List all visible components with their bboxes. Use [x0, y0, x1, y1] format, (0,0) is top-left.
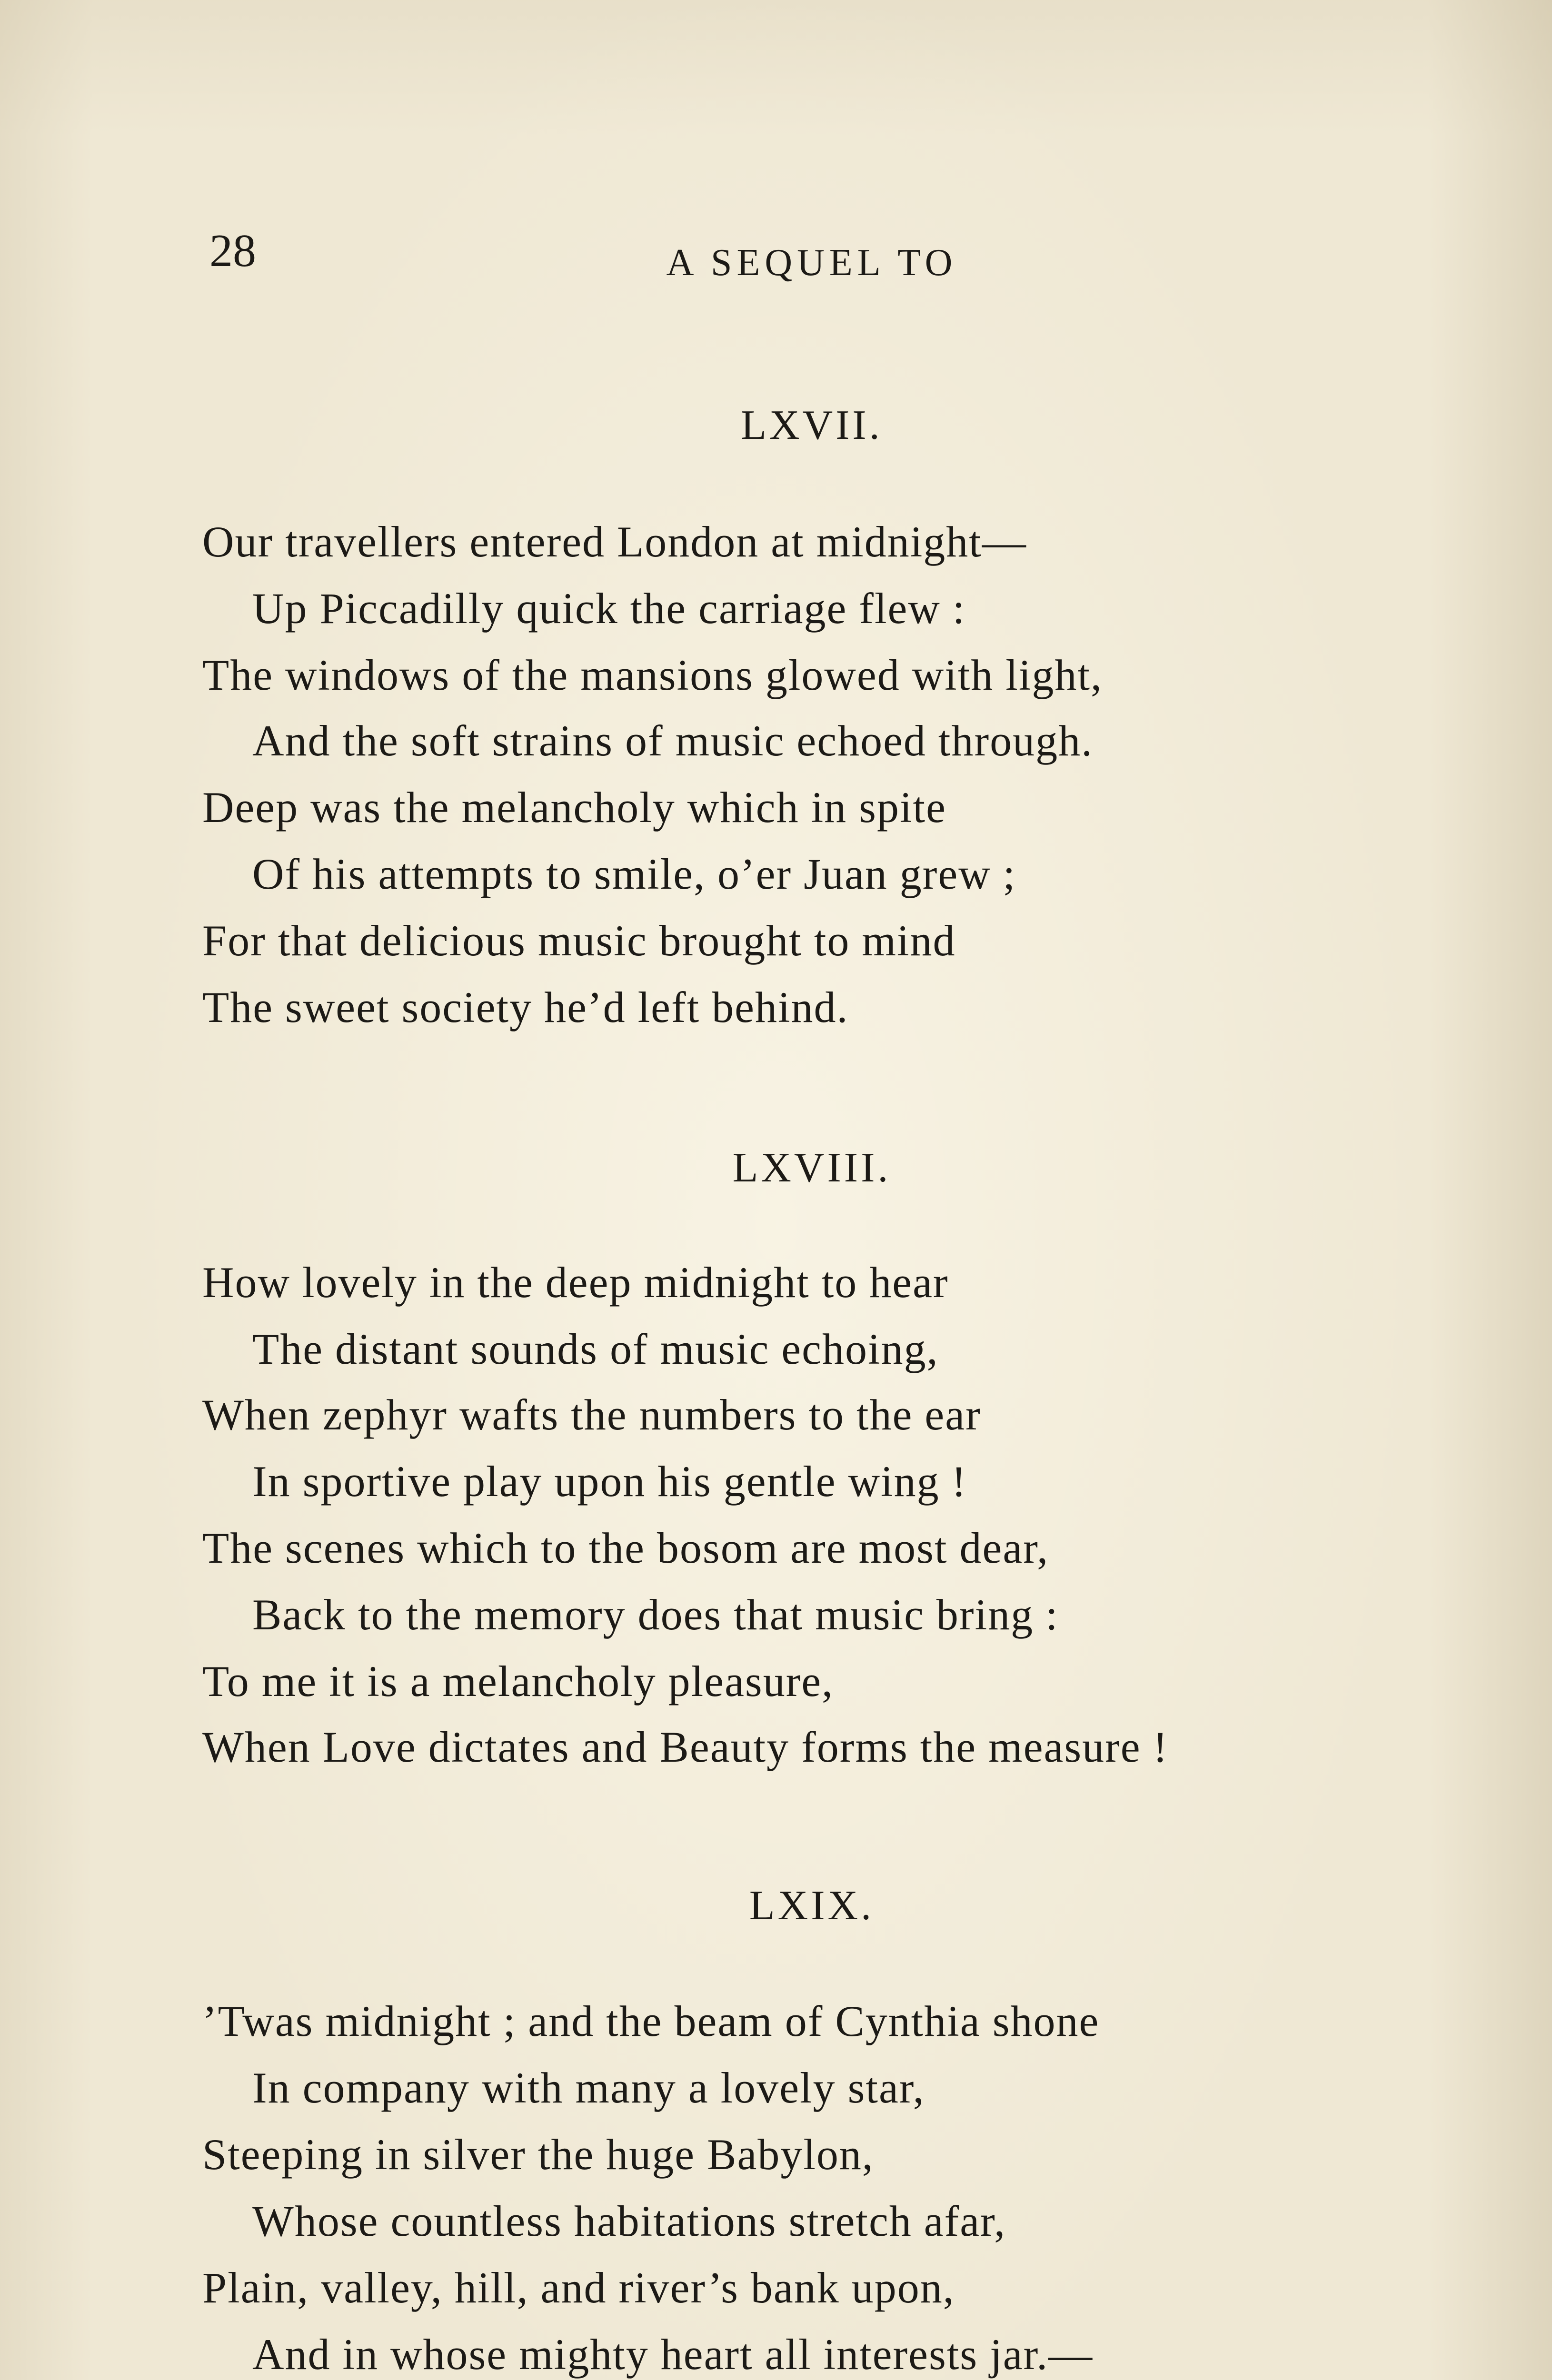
verse-line: Plain, valley, hill, and river’s bank upon,	[202, 2263, 955, 2312]
verse-line: How lovely in the deep midnight to hear	[202, 1258, 949, 1307]
stanza-number: LXVII.	[741, 402, 883, 448]
verse-line: In sportive play upon his gentle wing !	[252, 1457, 967, 1506]
verse-line: The distant sounds of music echoing,	[252, 1325, 939, 1373]
verse-line: For that delicious music brought to mind	[202, 916, 956, 965]
verse-line: When Love dictates and Beauty forms the measure !	[202, 1723, 1169, 1771]
verse-line: And in whose mighty heart all interests jar.—	[252, 2330, 1094, 2379]
verse-line: The sweet society he’d left behind.	[202, 983, 849, 1031]
stanza-number: LXVIII.	[732, 1145, 891, 1191]
verse-line: The windows of the mansions glowed with light,	[202, 651, 1103, 699]
verse-line: ’Twas midnight ; and the beam of Cynthia shone	[202, 1997, 1100, 2045]
verse-line: Steeping in silver the huge Babylon,	[202, 2130, 874, 2179]
verse-line: To me it is a melancholy pleasure,	[202, 1657, 834, 1706]
verse-line: Whose countless habitations stretch afar,	[252, 2197, 1006, 2245]
running-head: A SEQUEL TO	[666, 242, 957, 284]
stanza-number: LXIX.	[749, 1883, 875, 1929]
verse-line: Back to the memory does that music bring :	[252, 1590, 1059, 1639]
page-number: 28	[209, 225, 256, 277]
verse-line: Deep was the melancholy which in spite	[202, 783, 946, 832]
verse-line: In company with many a lovely star,	[252, 2063, 925, 2112]
show-through-shadow	[1352, 514, 1552, 1019]
verse-line: And the soft strains of music echoed through.	[252, 716, 1094, 765]
verse-line: When zephyr wafts the numbers to the ear	[202, 1390, 981, 1439]
verse-line: Of his attempts to smile, o’er Juan grew ;	[252, 850, 1016, 898]
verse-line: Our travellers entered London at midnight—	[202, 517, 1027, 566]
verse-line: The scenes which to the bosom are most dear,	[202, 1524, 1049, 1572]
verse-line: Up Piccadilly quick the carriage flew :	[252, 584, 966, 633]
